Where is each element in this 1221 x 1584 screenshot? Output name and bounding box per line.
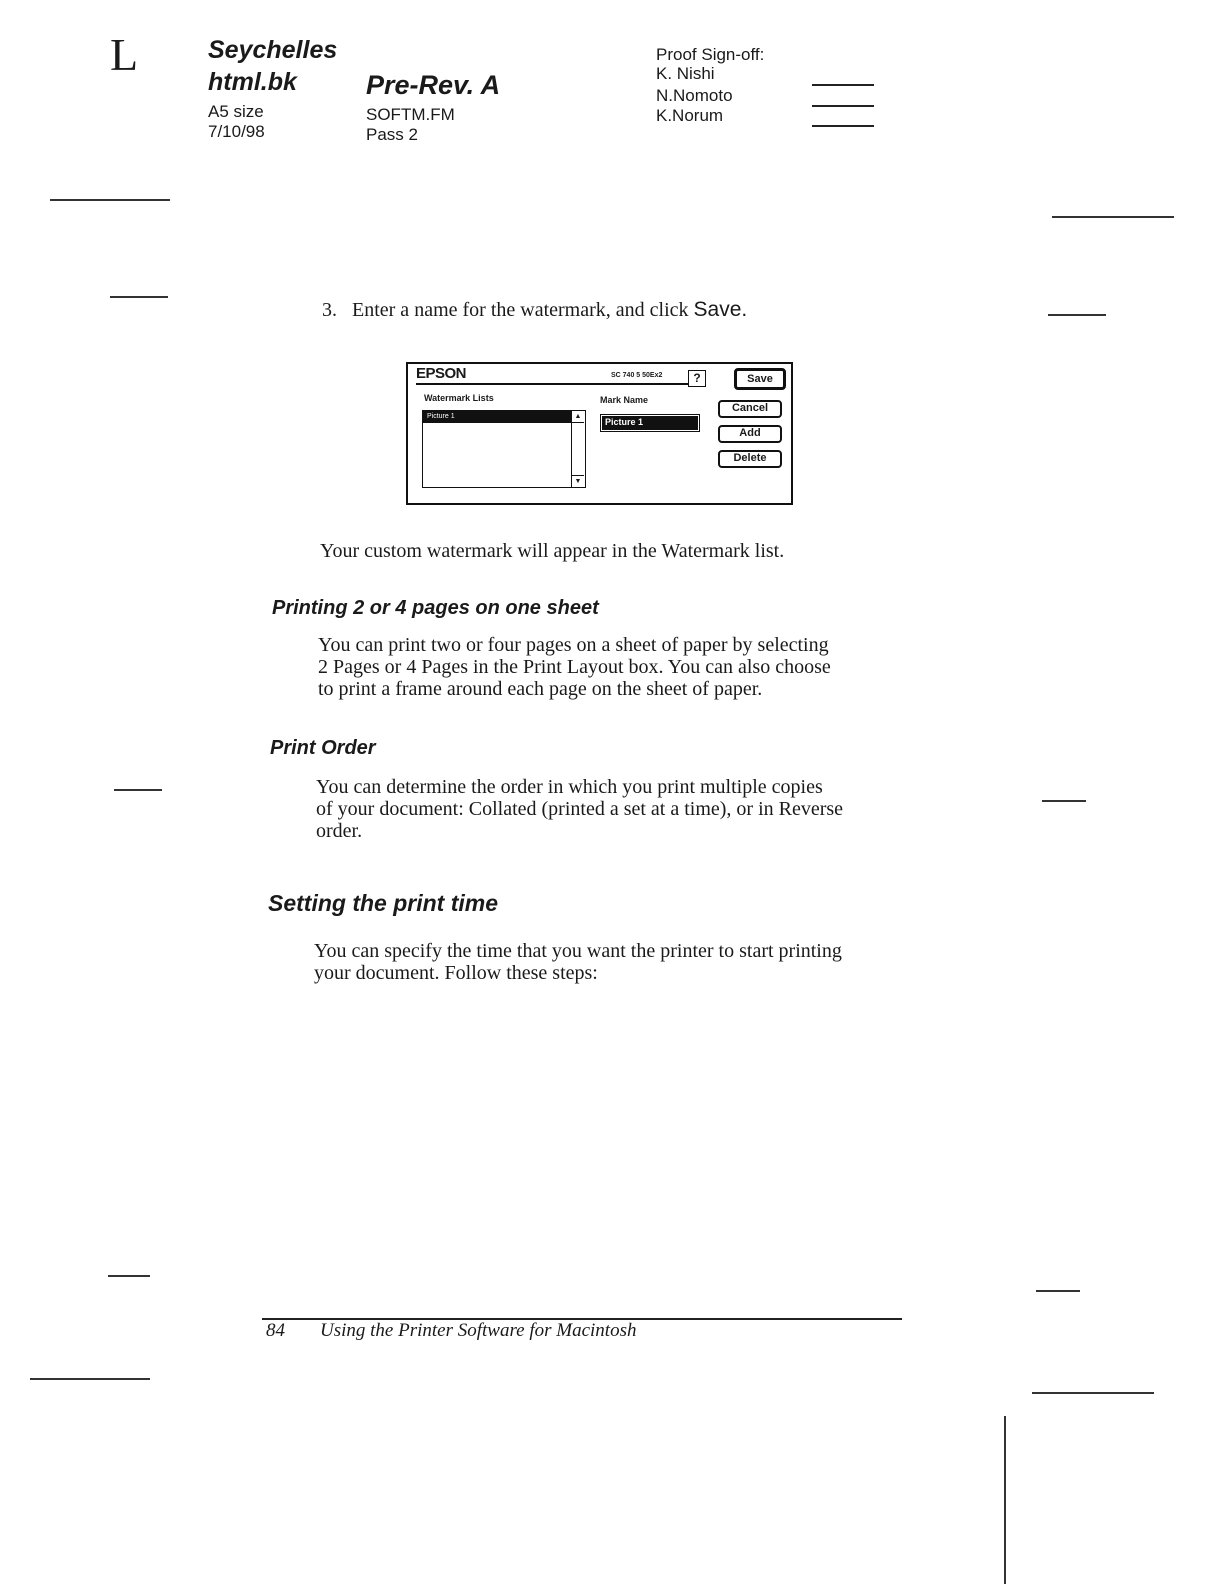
body-line: your document. Follow these steps:	[314, 962, 598, 984]
section-heading-pages: Printing 2 or 4 pages on one sheet	[272, 597, 599, 619]
page-size: A5 size	[208, 102, 264, 121]
body-line: You can determine the order in which you print multiple copies	[316, 776, 823, 798]
draft-date: 7/10/98	[208, 122, 265, 141]
watermark-note: Your custom watermark will appear in the Watermark list.	[320, 540, 785, 562]
footer-title: Using the Printer Software for Macintosh	[320, 1320, 637, 1341]
body-line: 2 Pages or 4 Pages in the Print Layout box. You can also choose	[318, 656, 831, 678]
list-scrollbar[interactable]	[571, 411, 585, 487]
watermark-dialog	[406, 362, 793, 505]
signoff-line-2	[812, 105, 874, 107]
watermark-list-label: Watermark Lists	[424, 393, 494, 403]
signoff-line-1	[812, 84, 874, 86]
body-line: to print a frame around each page on the sheet of paper.	[318, 678, 763, 700]
section-body-time	[314, 940, 914, 984]
section-body-order	[316, 776, 916, 842]
crop-mark	[50, 199, 170, 201]
crop-mark	[30, 1378, 150, 1380]
body-line: You can print two or four pages on a sheet of paper by selecting	[318, 634, 829, 656]
epson-logo: EPSON	[416, 365, 467, 382]
crop-mark	[110, 296, 168, 298]
revision-label: Pre-Rev. A	[366, 70, 501, 100]
section-heading-order: Print Order	[270, 737, 376, 759]
body-line: You can specify the time that you want the printer to start printing	[314, 940, 842, 962]
add-button[interactable]: Add	[718, 425, 782, 443]
scroll-up-icon[interactable]: ▲	[572, 411, 584, 423]
section-heading-time: Setting the print time	[268, 890, 498, 916]
pass-number: Pass 2	[366, 125, 418, 144]
crop-mark	[114, 789, 162, 791]
crop-mark	[1032, 1392, 1154, 1394]
step-action: Save.	[693, 298, 748, 321]
crop-mark	[1048, 314, 1106, 316]
signoff-name-1: K. Nishi	[656, 64, 715, 83]
signoff-name-3: K.Norum	[656, 106, 724, 125]
page-number: 84	[266, 1320, 285, 1341]
project-name: Seychelles	[208, 36, 338, 64]
step-text: Enter a name for the watermark, and click	[352, 299, 694, 321]
mark-name-input[interactable]	[600, 414, 700, 432]
crop-mark-vertical	[1004, 1416, 1006, 1584]
book-name: html.bk	[208, 68, 297, 96]
section-body-pages	[318, 634, 918, 700]
step-3	[322, 299, 842, 321]
cancel-button[interactable]: Cancel	[718, 400, 782, 418]
delete-button[interactable]: Delete	[718, 450, 782, 468]
crop-mark	[1036, 1290, 1080, 1292]
body-line: order.	[316, 820, 363, 842]
mark-name-label: Mark Name	[600, 395, 649, 405]
signoff-title: Proof Sign-off:	[656, 45, 765, 64]
crop-mark	[1052, 216, 1174, 218]
signoff-name-2: N.Nomoto	[656, 86, 733, 105]
logo-underline	[416, 383, 688, 385]
save-button[interactable]: Save	[734, 368, 786, 390]
help-icon[interactable]: ?	[688, 370, 706, 387]
step-number: 3.	[322, 299, 337, 321]
crop-mark	[1042, 800, 1086, 802]
signoff-line-3	[812, 125, 874, 127]
body-line: of your document: Collated (printed a set at a time), or in Reverse	[316, 798, 844, 820]
printer-model: SC 740 5 50Ex2	[611, 372, 663, 379]
mark-name-value: Picture 1	[602, 416, 698, 430]
watermark-list[interactable]	[422, 410, 586, 488]
scroll-down-icon[interactable]: ▼	[572, 475, 584, 487]
source-file: SOFTM.FM	[366, 105, 455, 124]
corner-mark: L	[110, 29, 139, 80]
crop-mark	[108, 1275, 150, 1277]
list-item[interactable]: Picture 1	[423, 411, 571, 423]
